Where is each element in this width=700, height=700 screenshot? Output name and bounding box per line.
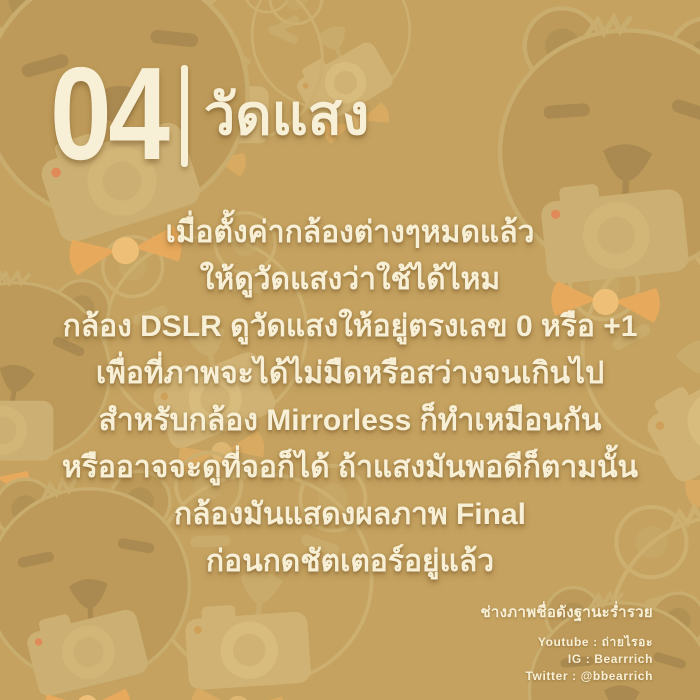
credit-twitter: Twitter : @bbearrich (525, 669, 653, 683)
body-line: กล้อง DSLR ดูวัดแสงให้อยู่ตรงเลข 0 หรือ +1 (62, 310, 638, 343)
body-line: หรืออาจจะดูที่จอก็ได้ ถ้าแสงมันพอดีก็ตามนั้น (61, 451, 639, 484)
body-line: เพื่อที่ภาพจะได้ไม่มืดหรือสว่างจนเกินไป (95, 357, 605, 390)
credits-title: ช่างภาพชื่อดังฐานะร่ำรวย (480, 604, 653, 621)
body-line: กล้องมันแสดงผลภาพ Final (174, 498, 526, 531)
header-divider (181, 65, 188, 167)
body-text (0, 209, 700, 585)
body-line: เมื่อตั้งค่ากล้องต่างๆหมดแล้ว (165, 216, 535, 249)
body-line: ก่อนกดชัตเตอร์อยู่แล้ว (205, 545, 495, 578)
header (50, 40, 370, 187)
credit-youtube: Youtube : ถ่ายไรอะ (537, 635, 653, 649)
credit-instagram: IG : Bearrrich (567, 652, 653, 666)
body-line: ให้ดูวัดแสงว่าใช้ได้ไหม (199, 263, 501, 296)
page-title: วัดแสง (203, 83, 370, 146)
step-number: 04 (50, 40, 167, 187)
credits (480, 600, 653, 685)
body-line: สำหรับกล้อง Mirrorless ก็ทำเหมือนกัน (98, 404, 602, 437)
